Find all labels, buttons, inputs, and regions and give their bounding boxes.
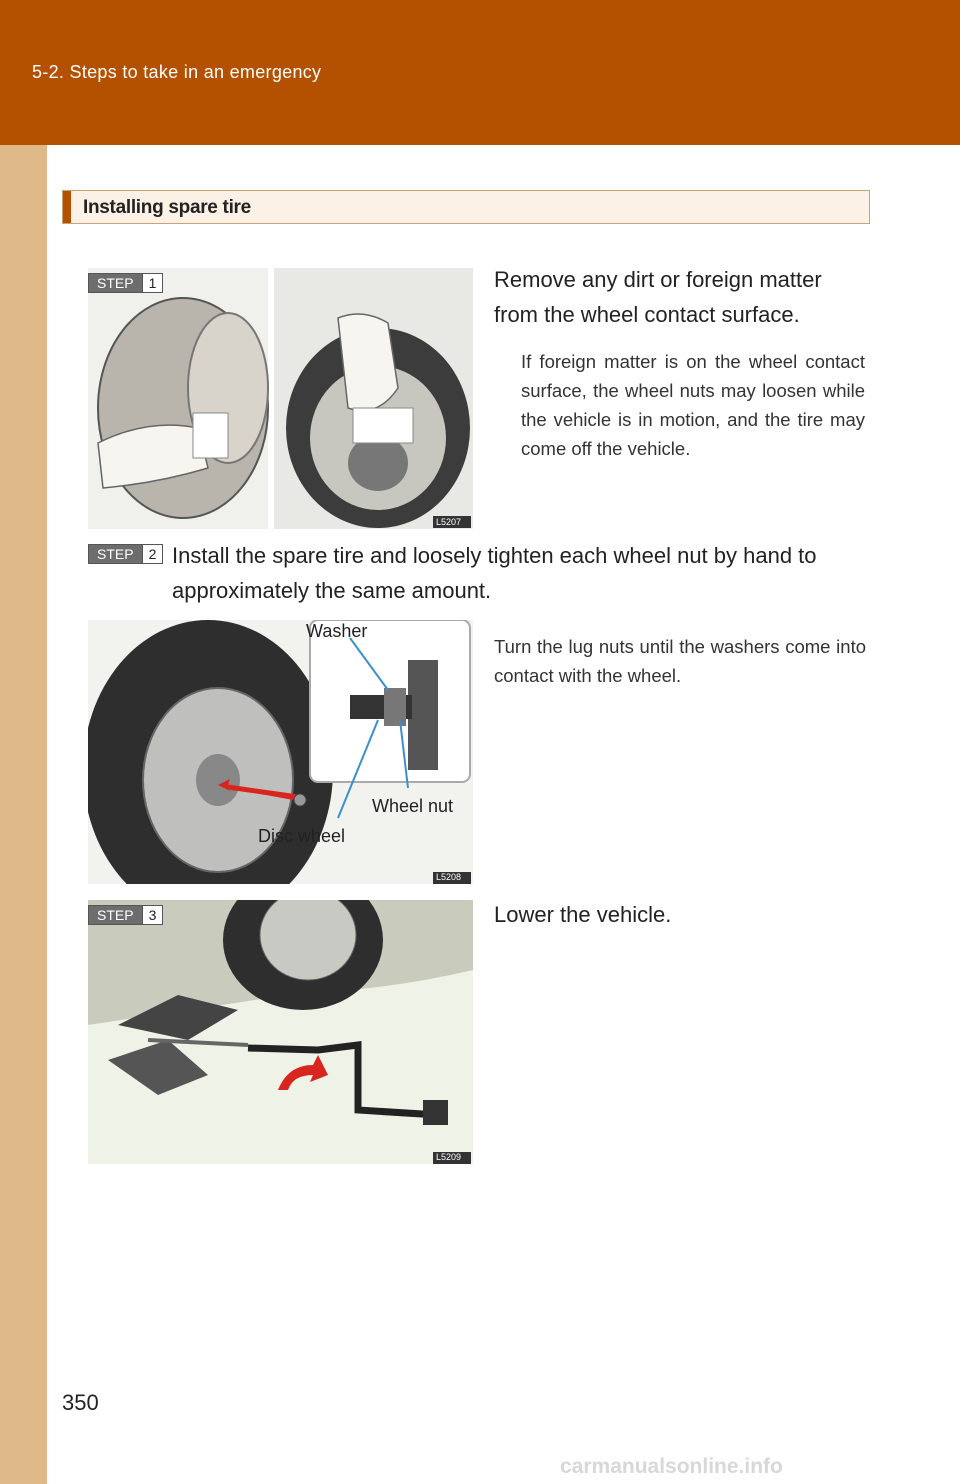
step-3-figure xyxy=(88,900,473,1164)
loose-nut xyxy=(294,794,306,806)
step-2-instruction: Install the spare tire and loosely tighten each wheel nut by hand to approximately the same amount. xyxy=(172,543,817,603)
cloth-right xyxy=(353,408,413,443)
step-1-instruction: Remove any dirt or foreign matter from the wheel contact surface. xyxy=(494,267,822,327)
footer-watermark: carmanualsonline.info xyxy=(560,1455,783,1478)
handle-grip xyxy=(423,1100,448,1125)
step-2-note: Turn the lug nuts until the washers come into contact with the wheel. xyxy=(494,636,866,686)
step-3-badge xyxy=(88,905,163,925)
step-2-label: STEP xyxy=(89,545,142,563)
step-2-badge xyxy=(88,544,163,564)
section-title-bar xyxy=(62,190,870,224)
step-1-label: STEP xyxy=(89,274,142,292)
hub-center xyxy=(196,754,240,806)
step-2-figure-code: L5208 xyxy=(436,872,462,882)
step-3-label: STEP xyxy=(89,906,142,924)
step-1-number: 1 xyxy=(142,274,163,292)
header-section-title: 5-2. Steps to take in an emergency xyxy=(32,62,322,82)
page-number: 350 xyxy=(62,1390,99,1415)
section-title: Installing spare tire xyxy=(83,197,251,218)
step-1-badge xyxy=(88,273,163,293)
washer-callout: Washer xyxy=(306,621,368,641)
section-title-accent xyxy=(63,191,71,223)
step-3-figure-code: L5209 xyxy=(436,1152,462,1162)
step-3-number: 3 xyxy=(142,906,163,924)
step-3-instruction: Lower the vehicle. xyxy=(494,902,672,927)
step-1-figure-code: L5207 xyxy=(436,517,462,527)
inset-wheel-section xyxy=(408,660,438,770)
disc-wheel-callout: Disc wheel xyxy=(258,826,346,846)
step-1-figure xyxy=(88,268,473,529)
hand-right xyxy=(338,314,398,411)
page-header xyxy=(0,0,960,145)
step-1-note: If foreign matter is on the wheel contact surface, the wheel nuts may loosen while the vehicle is in motion, and the tire may come off the vehicle. xyxy=(521,351,865,459)
cloth-left xyxy=(193,413,228,458)
step-2-number: 2 xyxy=(142,545,163,563)
inset-nut xyxy=(384,688,406,726)
side-margin-bar xyxy=(0,0,47,1484)
wheel-nut-callout: Wheel nut xyxy=(372,796,454,816)
